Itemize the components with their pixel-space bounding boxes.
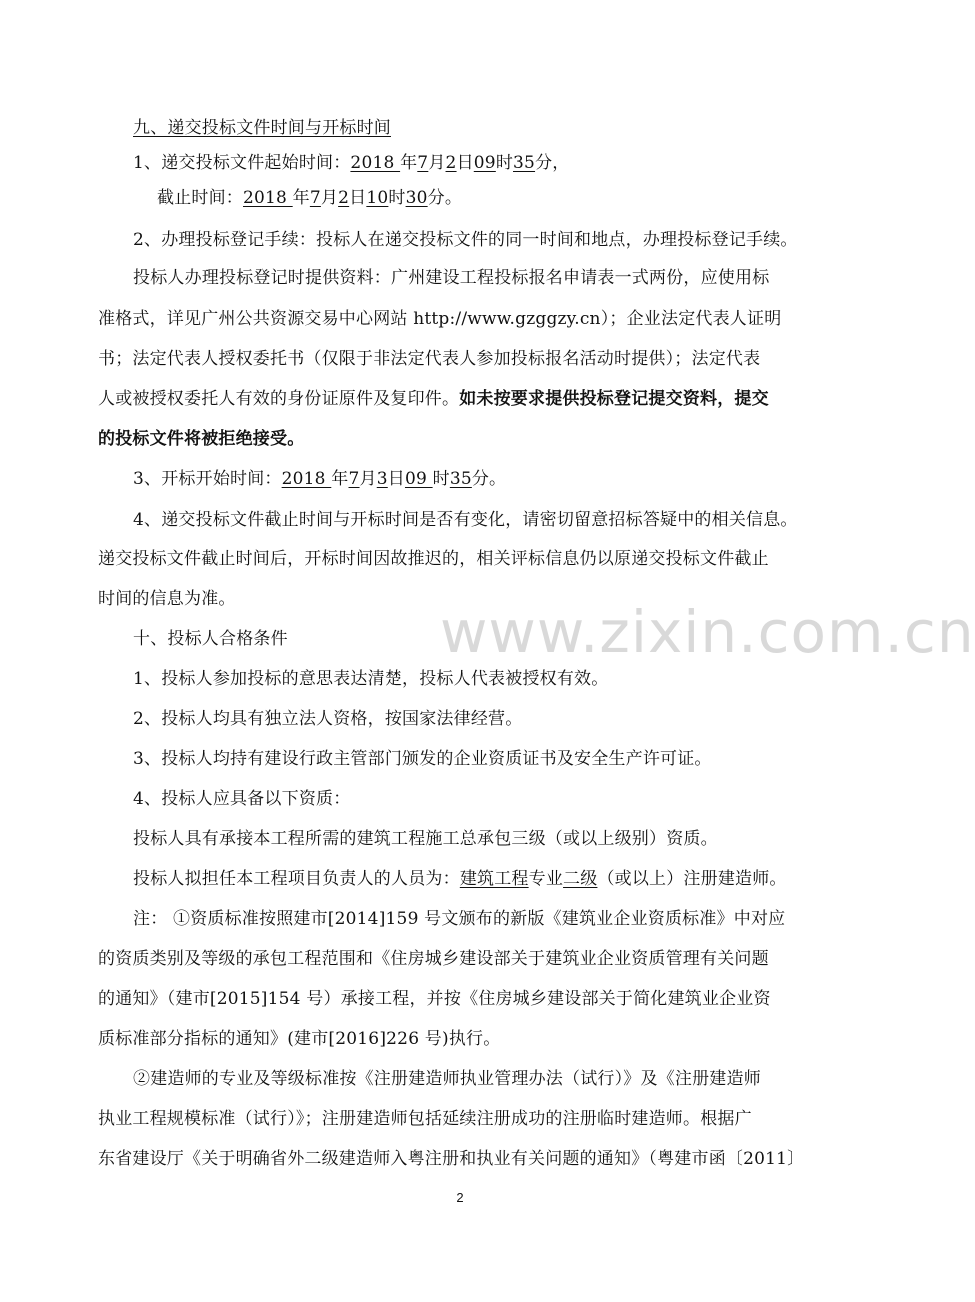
text: 专业 xyxy=(528,869,564,889)
day: 2 xyxy=(338,188,350,208)
hour: 09 xyxy=(404,469,433,489)
section-10-heading xyxy=(133,628,288,650)
paragraph-line xyxy=(98,588,236,610)
text: 日 xyxy=(387,469,405,489)
text: 投标人具有承接本工程所需的建筑工程施工总承包三级（或以上级别）资质。 xyxy=(133,829,718,849)
text: 的资质类别及等级的承包工程范围和《住房城乡建设部关于建筑业企业资质管理有关问题 xyxy=(98,949,769,969)
bid-start-time xyxy=(133,152,569,174)
text: 时 xyxy=(388,188,406,208)
text: ②建造师的专业及等级标准按《注册建造师执业管理办法（试行）》及《注册建造师 xyxy=(133,1069,761,1089)
text: 的通知》（建市[2015]154 号）承接工程，并按《住房城乡建设部关于简化建筑业企业资 xyxy=(98,989,771,1009)
label: 截止时间： xyxy=(157,188,243,208)
text: 时间的信息为准。 xyxy=(98,589,236,609)
heading-text: 九、递交投标文件时间与开标时间 xyxy=(133,118,391,138)
month: 7 xyxy=(348,469,360,489)
year: 2018 xyxy=(350,153,401,173)
day: 3 xyxy=(376,469,388,489)
text: 日 xyxy=(456,153,474,173)
paragraph-line xyxy=(133,708,522,730)
text: 时 xyxy=(432,469,450,489)
text: 分， xyxy=(535,153,570,173)
paragraph-line xyxy=(133,868,787,890)
month: 7 xyxy=(417,153,429,173)
text: 注： ①资质标准按照建市[2014]159 号文颁布的新版《建筑业企业资质标准》中对应 xyxy=(133,909,786,929)
paragraph-line xyxy=(98,1028,500,1050)
bid-deadline xyxy=(157,187,462,209)
text: 投标人拟担任本工程项目负责人的人员为： xyxy=(133,869,460,889)
text: 投标人办理投标登记时提供资料：广州建设工程投标报名申请表一式两份，应使用标 xyxy=(133,268,770,288)
text: 分。 xyxy=(471,469,507,489)
text: 日 xyxy=(349,188,367,208)
paragraph-line xyxy=(98,428,304,450)
text: 4、递交投标文件截止时间与开标时间是否有变化，请密切留意招标答疑中的相关信息。 xyxy=(133,510,798,530)
month: 7 xyxy=(309,188,321,208)
watermark: www.zixin.com.cn xyxy=(440,598,975,666)
specialty: 建筑工程 xyxy=(459,869,529,889)
text: 月 xyxy=(320,188,339,208)
text: 月 xyxy=(428,153,446,173)
year: 2018 xyxy=(281,469,332,489)
bold-warning: 如未按要求提供投标登记提交资料，提交 xyxy=(459,389,769,409)
paragraph-line xyxy=(98,308,781,330)
bold-warning: 的投标文件将被拒绝接受。 xyxy=(98,429,305,449)
text: 人或被授权委托人有效的身份证原件及复印件。 xyxy=(98,389,460,409)
paragraph-line xyxy=(133,748,712,770)
text: 4、投标人应具备以下资质： xyxy=(133,789,351,809)
paragraph-line xyxy=(133,1068,761,1090)
text: 3、投标人均持有建设行政主管部门颁发的企业资质证书及安全生产许可证。 xyxy=(133,749,712,769)
text: 执业工程规模标准（试行）》；注册建造师包括延续注册成功的注册临时建造师。根据广 xyxy=(98,1109,752,1129)
paragraph-line xyxy=(133,267,769,289)
text: 年 xyxy=(400,153,418,173)
text: 准格式，详见广州公共资源交易中心网站 http://www.gzggzy.cn）；企业法定代表人证明 xyxy=(98,309,782,329)
paragraph-line xyxy=(133,788,350,810)
paragraph-line xyxy=(98,988,771,1010)
paragraph-line xyxy=(98,348,760,370)
grade: 二级 xyxy=(563,869,598,889)
section-9-heading xyxy=(133,117,391,139)
hour: 09 xyxy=(473,153,496,173)
minute: 30 xyxy=(405,188,428,208)
text: 月 xyxy=(359,469,377,489)
text: 1、投标人参加投标的意思表达清楚，投标人代表被授权有效。 xyxy=(133,669,609,689)
text: 2、投标人均具有独立法人资格，按国家法律经营。 xyxy=(133,709,523,729)
text: 年 xyxy=(331,469,349,489)
text: 分。 xyxy=(427,188,463,208)
day: 2 xyxy=(445,153,457,173)
hour: 10 xyxy=(366,188,389,208)
text: 年 xyxy=(292,188,310,208)
bid-opening-time xyxy=(133,468,506,490)
paragraph-line xyxy=(98,388,769,410)
text: 书；法定代表人授权委托书（仅限于非法定代表人参加投标报名活动时提供）；法定代表 xyxy=(98,349,761,369)
paragraph-line xyxy=(98,548,769,570)
minute: 35 xyxy=(449,469,472,489)
minute: 35 xyxy=(513,153,536,173)
paragraph-line xyxy=(133,668,608,690)
paragraph-line xyxy=(133,828,718,850)
paragraph-line xyxy=(133,509,798,531)
text: 东省建设厅《关于明确省外二级建造师入粤注册和执业有关问题的通知》（粤建市函〔2011〕 xyxy=(98,1149,805,1169)
label: 3、开标开始时间： xyxy=(133,469,282,489)
text: 2、办理投标登记手续：投标人在递交投标文件的同一时间和地点，办理投标登记手续。 xyxy=(133,230,798,250)
page-number: 2 xyxy=(456,1190,464,1205)
text: 时 xyxy=(495,153,514,173)
paragraph-line xyxy=(133,908,785,930)
year: 2018 xyxy=(243,188,293,208)
paragraph-line xyxy=(98,1148,804,1170)
paragraph-line xyxy=(98,948,769,970)
label: 1、递交投标文件起始时间： xyxy=(133,153,351,173)
text: 质标准部分指标的通知》(建市[2016]226 号)执行。 xyxy=(98,1029,501,1049)
paragraph-line xyxy=(98,1108,752,1130)
text: 递交投标文件截止时间后，开标时间因故推迟的，相关评标信息仍以原递交投标文件截止 xyxy=(98,549,769,569)
heading-text: 十、投标人合格条件 xyxy=(133,629,288,649)
text: （或以上）注册建造师。 xyxy=(597,869,787,889)
paragraph-line xyxy=(133,229,798,251)
